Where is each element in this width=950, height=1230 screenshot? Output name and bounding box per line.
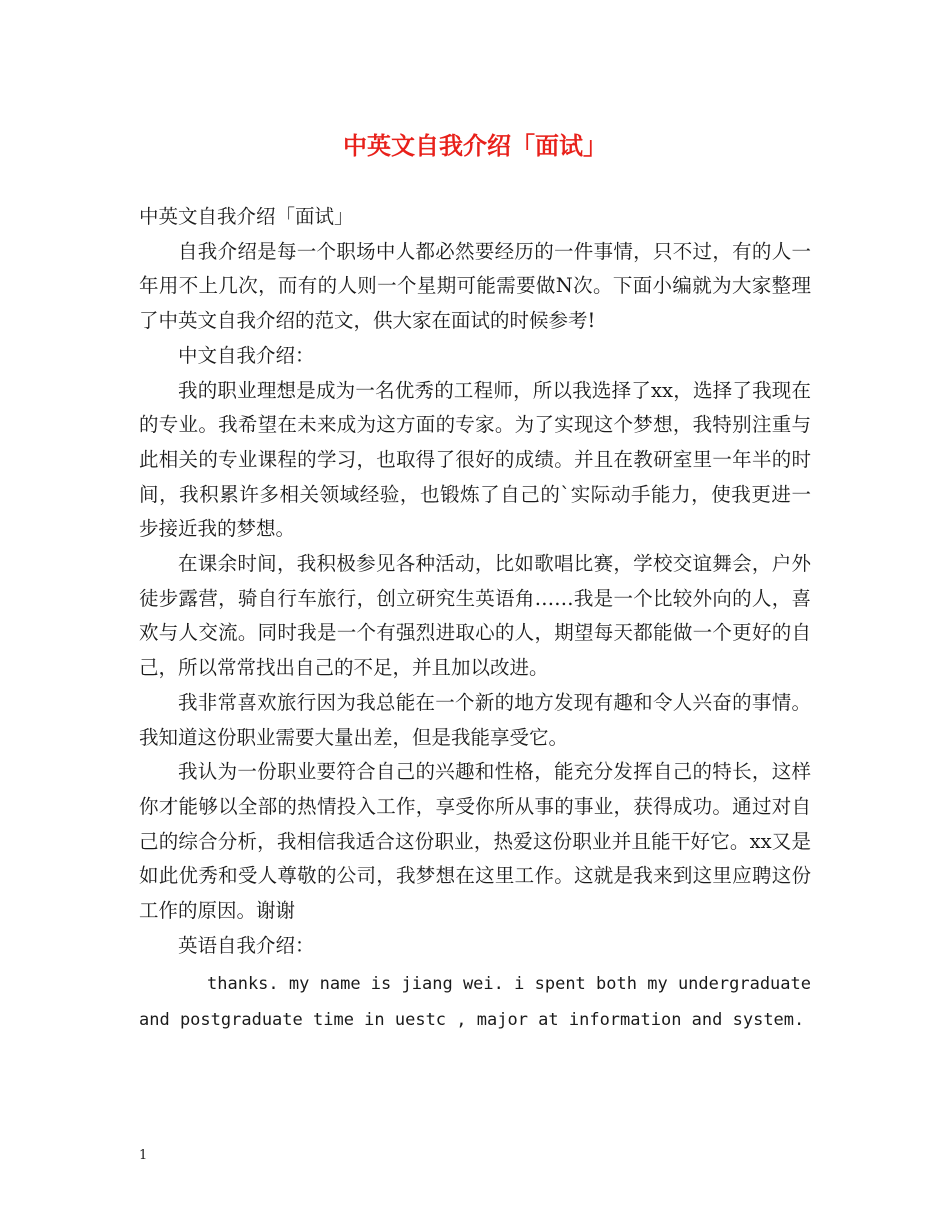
paragraph-career-goal: 我的职业理想是成为一名优秀的工程师，所以我选择了xx，选择了我现在的专业。我希望在未来成为这方面的专家。为了实现这个梦想，我特别注重与此相关的专业课程的学习，也取得了很好的成绩。并且在教研室里一年半的时间，我积累许多相关领域经验，也锻炼了自己的`实际动手能力，使我更进一步接近我的梦想。 [139, 378, 811, 541]
paragraph-heading: 中英文自我介绍「面试」 [139, 205, 354, 228]
paragraph-english-intro: thanks. my name is jiang wei. i spent both my undergraduate and postgraduate time in uestc , major at information and system. [139, 974, 811, 1031]
paragraph-activities: 在课余时间，我积极参见各种活动，比如歌唱比赛，学校交谊舞会，户外徒步露营，骑自行车旅行，创立研究生英语角……我是一个比较外向的人，喜欢与人交流。同时我是一个有强烈进取心的人，期望每天都能做一个更好的自己，所以常常找出自己的不足，并且加以改进。 [139, 552, 811, 680]
section-heading-english: 英语自我介绍： [178, 933, 315, 957]
document-body [139, 200, 811, 1038]
paragraph-travel: 我非常喜欢旅行因为我总能在一个新的地方发现有趣和令人兴奋的事情。我知道这份职业需要大量出差，但是我能享受它。 [139, 690, 811, 749]
section-heading-chinese: 中文自我介绍： [178, 343, 315, 367]
paragraph-career-fit: 我认为一份职业要符合自己的兴趣和性格，能充分发挥自己的特长，这样你才能够以全部的热情投入工作，享受你所从事的事业，获得成功。通过对自己的综合分析，我相信我适合这份职业，热爱这份职业并且能干好它。xx又是如此优秀和受人尊敬的公司，我梦想在这里工作。这就是我来到这里应聘这份工作的原因。谢谢 [139, 760, 811, 923]
document-title: 中英文自我介绍「面试」 [343, 131, 607, 160]
paragraph-intro: 自我介绍是每一个职场中人都必然要经历的一件事情，只不过，有的人一年用不上几次，而有的人则一个星期可能需要做N次。下面小编就为大家整理了中英文自我介绍的范文，供大家在面试的时候参考! [139, 239, 811, 333]
page-number: 1 [139, 1148, 148, 1163]
